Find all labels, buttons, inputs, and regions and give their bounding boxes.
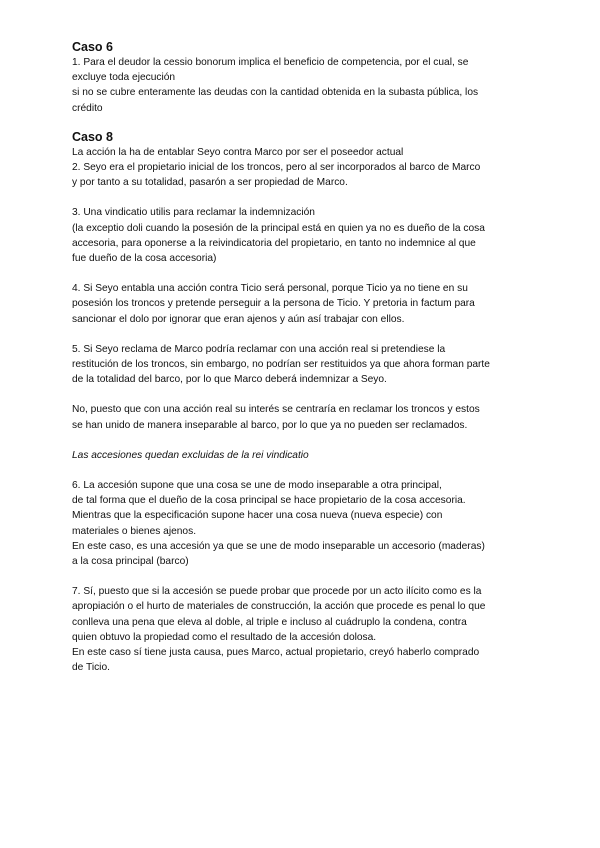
paragraph-6-line: de tal forma que el dueño de la cosa principal se hace propietario de la cosa accesoria. [72,495,466,507]
paragraph-6-line: 6. La accesión supone que una cosa se une de modo inseparable a otra principal, [72,480,442,492]
paragraph-6-line: Mientras que la especificación supone hacer una cosa nueva (nueva especie) con [72,510,443,522]
paragraph-5-line: 5. Si Seyo reclama de Marco podría reclamar con una acción real si pretendiese la [72,343,446,355]
document-body [72,40,532,676]
paragraph-5b-line: No, puesto que con una acción real su interés se centraría en reclamar los troncos y estos [72,404,480,416]
caso-6-line: 1. Para el deudor la cessio bonorum implica el beneficio de competencia, por el cual, se [72,57,469,68]
caso-8-intro-line: 2. Seyo era el propietario inicial de los troncos, pero al ser incorporados al barco de Marco [72,162,481,174]
paragraph-4-line: posesión los troncos y pretende perseguir a la persona de Ticio. Y pretoria in factum para [72,298,475,310]
caso-8-heading: Caso 8 [72,129,113,144]
caso-8-intro-line: y por tanto a su totalidad, pasarón a ser propiedad de Marco. [72,177,348,189]
paragraph-6-line: En este caso, es una accesión ya que se une de modo inseparable un accesorio (maderas) [72,540,485,552]
paragraph-3-line: accesoria, para oponerse a la reivindicatoria del propietario, en tanto no indemnice al que [72,237,476,249]
caso-6-line: excluye toda ejecución [72,72,176,84]
paragraph-3-line: fue dueño de la cosa accesoria) [72,253,217,265]
paragraph-5-line: restitución de los troncos, sin embargo, no podrían ser restituidos ya que ahora forman parte [72,359,490,371]
paragraph-7-line: conlleva una pena que eleva al doble, al triple e incluso al cuádruplo la condena, contra [72,616,467,628]
paragraph-3-line: 3. Una vindicatio utilis para reclamar la indemnización [72,207,315,219]
paragraph-6-line: a la cosa principal (barco) [72,556,189,568]
paragraph-7-line: apropiación o el hurto de materiales de construcción, la acción que procede es penal lo que [72,601,486,613]
paragraph-5-line: de la totalidad del barco, por lo que Marco deberá indemnizar a Seyo. [72,374,387,386]
caso-6-heading: Caso 6 [72,40,113,54]
caso-6-line: si no se cubre enteramente las deudas con la cantidad obtenida en la subasta pública, los [72,87,479,99]
paragraph-7-line: quien obtuvo la propiedad como el resultado de la accesión dolosa. [72,631,377,643]
caso-6-line: crédito [72,102,103,114]
paragraph-6-line: materiales o bienes ajenos. [72,525,197,537]
caso-8-intro-line: La acción la ha de entablar Seyo contra Marco por ser el poseedor actual [72,146,404,158]
paragraph-3-line: (la exceptio doli cuando la posesión de la principal está en quien ya no es dueño de la cosa [72,222,485,234]
paragraph-7-line: En este caso sí tiene justa causa, pues Marco, actual propietario, creyó haberlo comprado [72,647,480,659]
italic-note: Las accesiones quedan excluidas de la rei vindicatio [72,449,309,461]
paragraph-4-line: sancionar el dolo por ignorar que eran ajenos y aún así trabajar con ellos. [72,313,405,325]
paragraph-7-line: de Ticio. [72,662,110,674]
paragraph-4-line: 4. Si Seyo entabla una acción contra Ticio será personal, porque Ticio ya no tiene en su [72,283,468,295]
paragraph-7-line: 7. Sí, puesto que si la accesión se puede probar que procede por un acto ilícito como es la [72,586,482,598]
paragraph-5b-line: se han unido de manera inseparable al barco, por lo que ya no pueden ser reclamados. [72,419,468,431]
